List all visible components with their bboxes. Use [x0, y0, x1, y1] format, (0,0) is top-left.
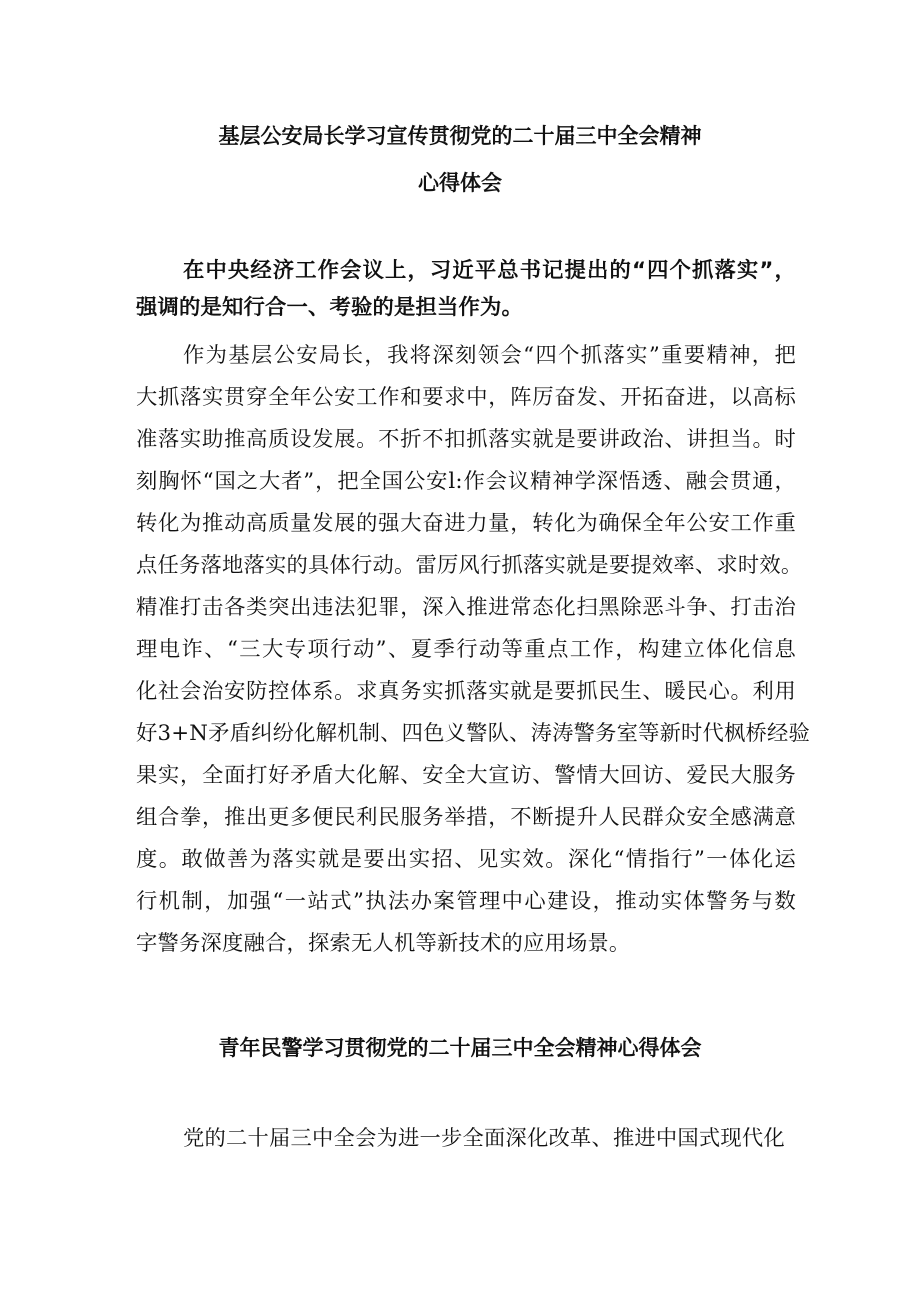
body-line: 精准打击各类突出违法犯罪，深入推进常态化扫黑除恶斗争、打击治 [136, 595, 796, 620]
body-line: 刻胸怀“国之大者”，把全国公安l:作会议精神学深悟透、融会贯通， [136, 469, 796, 494]
body-line: 组合拳，推出更多便民利民服务举措，不断提升人民群众安全感满意 [136, 805, 796, 830]
body-line: 作为基层公安局长，我将深刻领会“四个抓落实”重要精神，把 [183, 343, 796, 368]
section-title-2: 青年民警学习贯彻党的二十届三中全会精神心得体会 [218, 1036, 702, 1060]
intro-line: 在中央经济工作会议上，习近平总书记提出的“四个抓落实”， [183, 258, 796, 283]
body-line: 化社会治安防控体系。求真务实抓落实就是要抓民生、暖民心。利用 [136, 679, 796, 704]
body-line: 理电诈、“三大专项行动”、夏季行动等重点工作，构建立体化信息 [136, 637, 796, 662]
body-line: 转化为推动高质量发展的强大奋进力量，转化为确保全年公安工作重 [136, 511, 796, 536]
body-line: 准落实助推高质设发展。不折不扣抓落实就是要讲政治、讲担当。时 [136, 427, 796, 452]
body-line: 大抓落实贯穿全年公安工作和要求中，阵厉奋发、开拓奋进，以高标 [136, 385, 796, 410]
intro-line: 强调的是知行合一、考验的是担当作为。 [136, 295, 523, 320]
body-line: 字警务深度融合，探索无人机等新技术的应用场景。 [136, 931, 631, 956]
body-line: 行机制，加强“一站式”执法办案管理中心建设，推动实体警务与数 [136, 889, 796, 914]
document-title-line-2: 心得体会 [418, 171, 502, 195]
document-title-line-1: 基层公安局长学习宣传贯彻党的二十届三中全会精神 [218, 124, 702, 148]
body-line: 点任务落地落实的具体行动。雷厉风行抓落实就是要提效率、求时效。 [136, 553, 803, 578]
body-line: 度。敢做善为落实就是要出实招、见实效。深化“情指行”一体化运 [136, 847, 796, 872]
body-line: 好3+N矛盾纠纷化解机制、四色义警队、涛涛警务室等新时代枫桥经验 [136, 721, 811, 746]
body-line: 果实，全面打好矛盾大化解、安全大宣访、警情大回访、爱民大服务 [136, 763, 796, 788]
body-line: 党的二十届三中全会为进一步全面深化改革、推进中国式现代化 [183, 1126, 785, 1151]
